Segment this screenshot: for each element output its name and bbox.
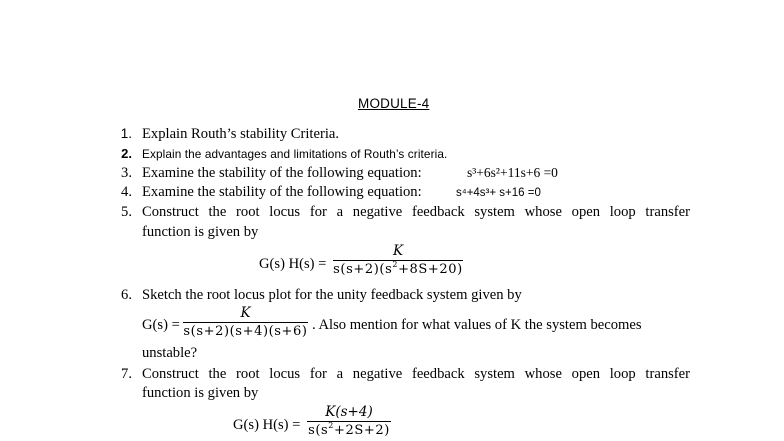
item-number: 2. (121, 146, 132, 161)
item-number: 5. (121, 204, 132, 220)
denominator: $s(s^2+2S+2)$ (308, 421, 390, 438)
numerator: K (392, 243, 404, 259)
transfer-function-fraction (333, 242, 463, 279)
question-text: Explain Routh’s stability Criteria. (142, 126, 339, 142)
denominator: s(s+2)(s+4)(s+6) (183, 324, 308, 339)
page-title: MODULE-4 (358, 96, 430, 111)
question-text: Examine the stability of the following equation: (142, 165, 422, 181)
transfer-function-lhs: G(s) = (142, 317, 180, 333)
transfer-function-fraction (183, 304, 308, 341)
transfer-function-lhs: G(s) H(s) = (233, 417, 301, 433)
question-text: Sketch the root locus plot for the unity feedback system given by (142, 287, 522, 303)
equation: s³+6s²+11s+6 =0 (467, 165, 558, 180)
transfer-function-lhs: G(s) H(s) = (259, 256, 327, 272)
numerator: K (240, 305, 251, 321)
question-text: Construct the root locus for a negative feedback system whose open loop transfer (142, 366, 690, 382)
item-number: 6. (121, 287, 132, 303)
question-text-continued: function is given by (142, 224, 259, 240)
equation: s⁴+4s³+ s+16 =0 (456, 187, 541, 199)
item-number: 1. (120, 126, 132, 141)
question-text-continued: unstable? (142, 345, 198, 361)
question-text: Construct the root locus for a negative feedback system whose open loop transfer (142, 204, 690, 220)
item-number: 3. (121, 165, 132, 181)
item-number: 4. (121, 184, 132, 200)
question-text-continued: . Also mention for what values of K the system becomes (312, 317, 642, 333)
item-number: 7. (121, 366, 132, 382)
question-text: Explain the advantages and limitations of Routh’s criteria. (142, 147, 448, 161)
question-text-continued: function is given by (142, 385, 259, 401)
denominator: $s(s+2)(s^2+8S+20)$ (333, 260, 463, 277)
question-text: Examine the stability of the following equation: (142, 184, 422, 200)
numerator: K(s+4) (325, 404, 373, 420)
transfer-function-fraction (307, 403, 391, 440)
